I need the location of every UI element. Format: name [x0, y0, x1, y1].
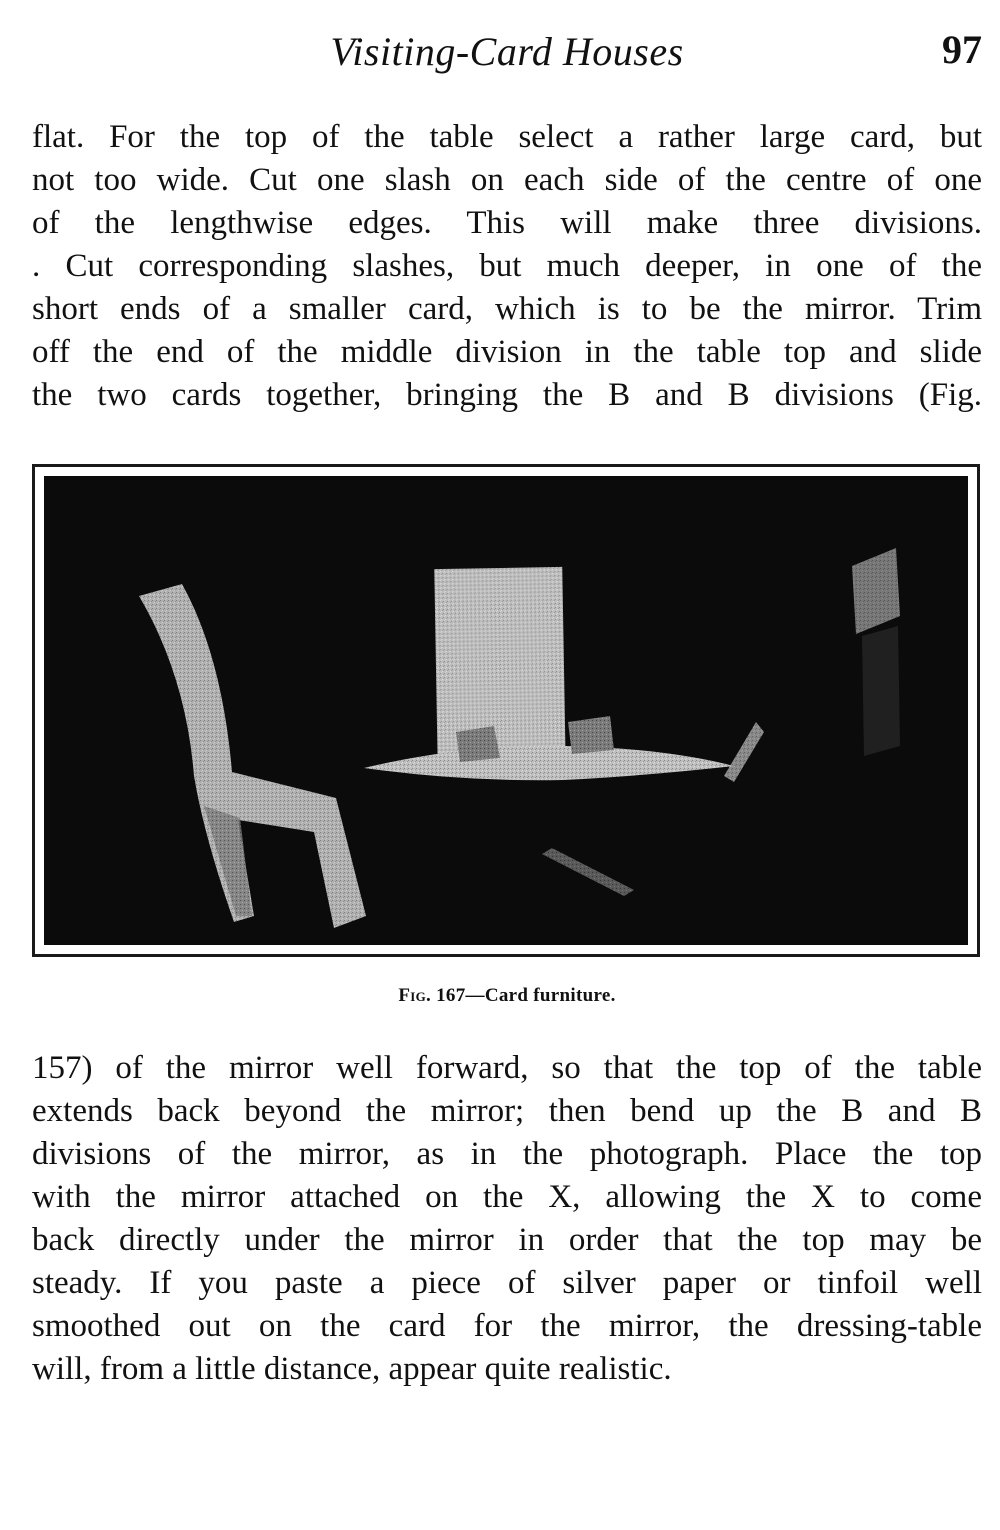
text-line: . Cut corresponding slashes, but much deeper, in one of the: [32, 248, 982, 284]
figure-photograph: [32, 464, 980, 957]
paragraph-top: [32, 116, 982, 417]
text-line: flat. For the top of the table select a rather large card, but: [32, 119, 982, 155]
photo-card-furniture: [44, 476, 968, 945]
photo-illustration: [44, 476, 968, 945]
text-line: of the lengthwise edges. This will make three divisions.: [32, 205, 982, 241]
text-line: with the mirror attached on the X, allowing the X to come: [32, 1179, 982, 1215]
text-line: extends back beyond the mirror; then bend up the B and B: [32, 1093, 982, 1129]
figure-caption: [32, 985, 982, 1007]
text-line: divisions of the mirror, as in the photograph. Place the top: [32, 1136, 982, 1172]
text-line: back directly under the mirror in order that the top may be: [32, 1222, 982, 1258]
paragraph-bottom: [32, 1047, 982, 1391]
text-line: off the end of the middle division in the table top and slide: [32, 334, 982, 370]
text-line: steady. If you paste a piece of silver paper or tinfoil well: [32, 1265, 982, 1301]
text-line: the two cards together, bringing the B and B divisions (Fig.: [32, 377, 982, 413]
caption-label: Fig. 167: [398, 985, 466, 1006]
running-title: Visiting-Card Houses: [330, 29, 684, 74]
page-number: 97: [942, 27, 982, 72]
text-line: will, from a little distance, appear quite realistic.: [32, 1351, 672, 1387]
text-line: 157) of the mirror well forward, so that the top of the table: [32, 1050, 982, 1086]
running-head: [32, 22, 982, 82]
text-line: short ends of a smaller card, which is to be the mirror. Trim: [32, 291, 982, 327]
caption-text: —Card furniture.: [465, 985, 616, 1006]
text-line: not too wide. Cut one slash on each side of the centre of one: [32, 162, 982, 198]
text-line: smoothed out on the card for the mirror, the dressing-table: [32, 1308, 982, 1344]
